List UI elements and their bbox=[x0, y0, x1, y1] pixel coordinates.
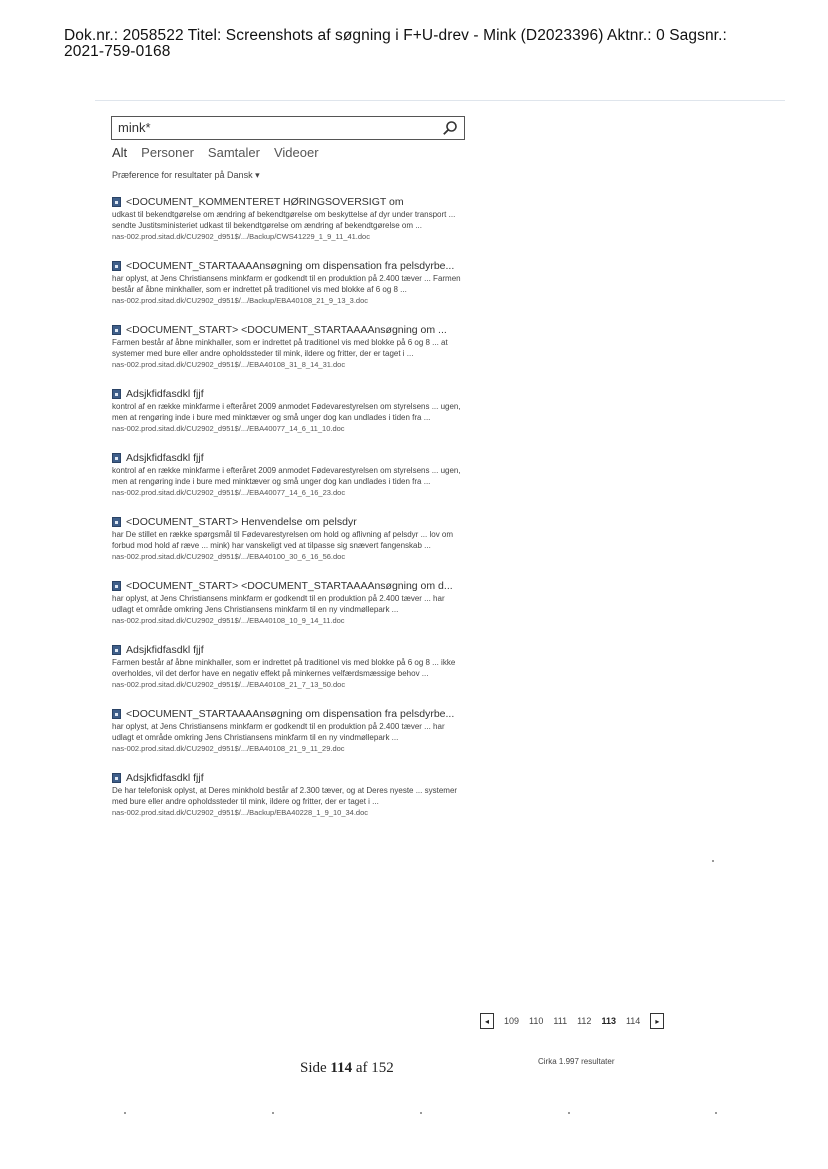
result-path: nas-002.prod.sitad.dk/CU2902_d951$/.../EBA40108_21_9_11_29.doc bbox=[112, 744, 345, 753]
result-title-row[interactable] bbox=[112, 644, 468, 656]
search-result bbox=[112, 772, 468, 818]
page-footer-number: 114 bbox=[330, 1060, 353, 1076]
result-title-row[interactable] bbox=[112, 452, 468, 464]
word-document-icon bbox=[112, 517, 121, 527]
result-snippet: Farmen består af åbne minkhaller, som er indrettet på traditionel vis med blokke på 6 og 8 ... ikke overholdes, vil det derfor have en negativ effekt på minkernes velfærdsmæssige behov ... bbox=[112, 658, 456, 678]
page-link-112[interactable]: 112 bbox=[577, 1016, 592, 1026]
word-document-icon bbox=[112, 453, 121, 463]
result-path: nas-002.prod.sitad.dk/CU2902_d951$/.../EBA40100_30_6_16_56.doc bbox=[112, 552, 346, 561]
result-title[interactable]: <DOCUMENT_STARTAAAAnsøgning om dispensation fra pelsdyrbe... bbox=[126, 708, 455, 720]
result-path: nas-002.prod.sitad.dk/CU2902_d951$/.../EBA40077_14_6_11_10.doc bbox=[112, 424, 345, 433]
search-result bbox=[112, 644, 468, 690]
result-snippet: De har telefonisk oplyst, at Deres minkhold består af 2.300 tæver, og at Deres nyeste ... systemer med bure eller andre opholdssteder til mink, ildere og fritter, der er taget i ... bbox=[112, 786, 458, 806]
result-title[interactable]: <DOCUMENT_KOMMENTERET HØRINGSOVERSIGT om bbox=[126, 196, 404, 208]
language-preference[interactable]: Præference for resultater på Dansk ▾ bbox=[112, 170, 260, 180]
word-document-icon bbox=[112, 389, 121, 399]
result-title[interactable]: Adsjkfidfasdkl fjjf bbox=[126, 388, 204, 400]
search-result bbox=[112, 196, 468, 242]
search-result bbox=[112, 580, 468, 626]
pagination bbox=[480, 1013, 664, 1029]
result-snippet: Farmen består af åbne minkhaller, som er indrettet på traditionel vis med blokke på 6 og 8 ... at systemer med bure eller andre opholdssteder til mink, ildere og fritter, der er taget i ... bbox=[112, 338, 448, 358]
result-title[interactable]: Adsjkfidfasdkl fjjf bbox=[126, 644, 204, 656]
next-page-button[interactable] bbox=[650, 1013, 664, 1029]
result-title-row[interactable] bbox=[112, 388, 468, 400]
chevron-left-icon: ◂ bbox=[484, 1016, 489, 1026]
page-footer bbox=[300, 1060, 394, 1077]
result-path: nas-002.prod.sitad.dk/CU2902_d951$/.../EBA40108_31_8_14_31.doc bbox=[112, 360, 346, 369]
page-link-110[interactable]: 110 bbox=[529, 1016, 544, 1026]
result-title[interactable]: <DOCUMENT_START> Henvendelse om pelsdyr bbox=[126, 516, 357, 528]
tab-videos[interactable]: Videoer bbox=[273, 145, 319, 160]
search-result bbox=[112, 516, 468, 562]
search-box[interactable] bbox=[111, 116, 465, 140]
word-document-icon bbox=[112, 645, 121, 655]
result-title-row[interactable] bbox=[112, 708, 468, 720]
word-document-icon bbox=[112, 709, 121, 719]
word-document-icon bbox=[112, 261, 121, 271]
result-title[interactable]: <DOCUMENT_START> <DOCUMENT_STARTAAAAnsøgning om ... bbox=[126, 324, 447, 336]
page-link-111[interactable]: 111 bbox=[553, 1016, 568, 1026]
word-document-icon bbox=[112, 773, 121, 783]
result-title[interactable]: <DOCUMENT_STARTAAAAnsøgning om dispensation fra pelsdyrbe... bbox=[126, 260, 455, 272]
page-footer-suffix: af 152 bbox=[352, 1060, 394, 1076]
result-title-row[interactable] bbox=[112, 772, 468, 784]
scope-tabs bbox=[112, 145, 319, 160]
result-count: Cirka 1.997 resultater bbox=[538, 1057, 615, 1066]
page-footer-prefix: Side bbox=[300, 1060, 331, 1076]
tab-all[interactable]: Alt bbox=[112, 145, 128, 160]
divider bbox=[95, 100, 785, 101]
search-input[interactable] bbox=[118, 120, 428, 135]
word-document-icon bbox=[112, 325, 121, 335]
result-title-row[interactable] bbox=[112, 324, 468, 336]
result-title-row[interactable] bbox=[112, 516, 468, 528]
result-path: nas-002.prod.sitad.dk/CU2902_d951$/.../EBA40108_10_9_14_11.doc bbox=[112, 616, 345, 625]
result-path: nas-002.prod.sitad.dk/CU2902_d951$/.../EBA40108_21_7_13_50.doc bbox=[112, 680, 346, 689]
chevron-right-icon: ▸ bbox=[655, 1016, 660, 1026]
result-snippet: kontrol af en række minkfarme i efteråret 2009 anmodet Fødevarestyrelsen om styrelsens ... ugen, men at rengøring inde i bure med minktæver og små unger dog kan undlades i tiden fra ... bbox=[112, 402, 461, 422]
page-link-109[interactable]: 109 bbox=[504, 1016, 520, 1026]
result-snippet: har oplyst, at Jens Christiansens minkfarm er godkendt til en produktion på 2.400 tæver ... Farmen består af åbne minkhaller, som er indrettet på traditionel vis med blokke af 6 og 8 ... bbox=[112, 274, 461, 294]
result-snippet: har De stillet en række spørgsmål til Fødevarestyrelsen om hold og aflivning af pelsdyr ... lov om forbud mod hold af ræve ... mink) har vanskeligt ved at tilpasse sig snævert fangenskab ... bbox=[112, 530, 454, 550]
document-header-line1: Dok.nr.: 2058522 Titel: Screenshots af søgning i F+U-drev - Mink (D2023396) Aktnr.: 0 Sagsnr.: bbox=[64, 27, 727, 44]
result-title[interactable]: Adsjkfidfasdkl fjjf bbox=[126, 772, 204, 784]
result-path: nas-002.prod.sitad.dk/CU2902_d951$/.../Backup/EBA40228_1_9_10_34.doc bbox=[112, 808, 369, 817]
result-snippet: har oplyst, at Jens Christiansens minkfarm er godkendt til en produktion på 2.400 tæver ... har udlagt et område omkring Jens Christiansens minkfarm til en ny vindmøllepark ... bbox=[112, 594, 445, 614]
search-icon[interactable] bbox=[442, 120, 458, 136]
search-result bbox=[112, 260, 468, 306]
search-result bbox=[112, 324, 468, 370]
result-snippet: kontrol af en række minkfarme i efteråret 2009 anmodet Fødevarestyrelsen om styrelsens ... ugen, men at rengøring inde i bure med minktæver og små unger dog kan undlades i tiden fra ... bbox=[112, 466, 461, 486]
search-result bbox=[112, 452, 468, 498]
search-result bbox=[112, 708, 468, 754]
search-result bbox=[112, 388, 468, 434]
document-header bbox=[64, 28, 784, 60]
result-title-row[interactable] bbox=[112, 196, 468, 208]
results-list bbox=[112, 196, 468, 836]
tab-people[interactable]: Personer bbox=[141, 145, 194, 160]
result-title[interactable]: <DOCUMENT_START> <DOCUMENT_STARTAAAAnsøgning om d... bbox=[126, 580, 453, 592]
page-link-114[interactable]: 114 bbox=[625, 1016, 641, 1026]
result-path: nas-002.prod.sitad.dk/CU2902_d951$/.../EBA40077_14_6_16_23.doc bbox=[112, 488, 346, 497]
result-snippet: udkast til bekendtgørelse om ændring af bekendtgørelse om beskyttelse af dyr under transport ... sendte Justitsministeriet udkast til bekendtgørelse om ændring af bekendtgørelse om ... bbox=[112, 210, 456, 230]
word-document-icon bbox=[112, 197, 121, 207]
result-snippet: har oplyst, at Jens Christiansens minkfarm er godkendt til en produktion på 2.400 tæver ... har udlagt et område omkring Jens Christiansens minkfarm til en ny vindmøllepark ... bbox=[112, 722, 445, 742]
result-title-row[interactable] bbox=[112, 260, 468, 272]
page-current-113: 113 bbox=[601, 1016, 616, 1026]
result-title-row[interactable] bbox=[112, 580, 468, 592]
result-title[interactable]: Adsjkfidfasdkl fjjf bbox=[126, 452, 204, 464]
word-document-icon bbox=[112, 581, 121, 591]
document-header-line2: 2021-759-0168 bbox=[64, 43, 171, 60]
result-path: nas-002.prod.sitad.dk/CU2902_d951$/.../Backup/EBA40108_21_9_13_3.doc bbox=[112, 296, 369, 305]
result-path: nas-002.prod.sitad.dk/CU2902_d951$/.../Backup/CWS41229_1_9_11_41.doc bbox=[112, 232, 370, 241]
previous-page-button[interactable] bbox=[480, 1013, 494, 1029]
tab-conversations[interactable]: Samtaler bbox=[207, 145, 260, 160]
